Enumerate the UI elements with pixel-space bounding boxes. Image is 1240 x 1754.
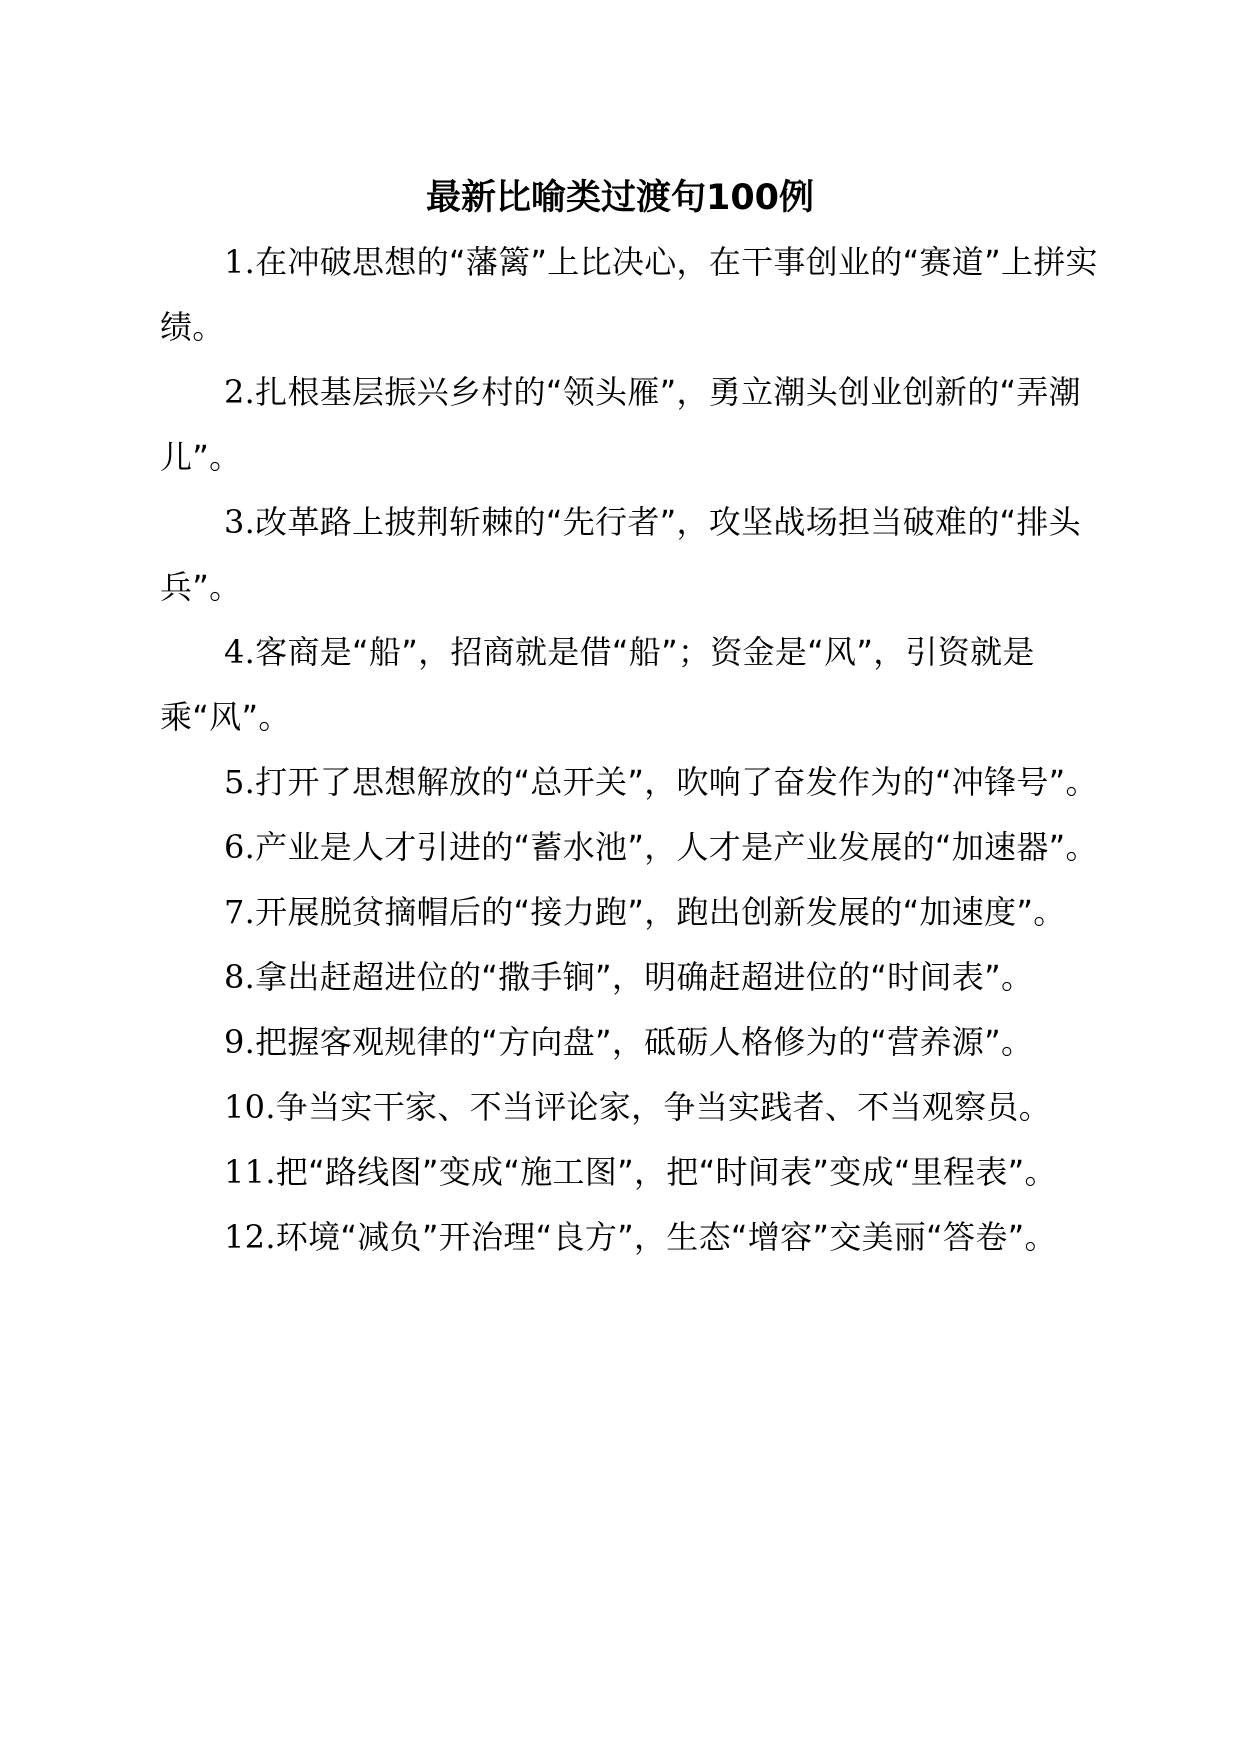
item-number: 10.	[224, 1088, 276, 1126]
item-number: 12.	[224, 1218, 276, 1256]
list-item	[160, 750, 1100, 815]
item-text: 扎根基层振兴乡村的“领头雁”，勇立潮头创业创新的“弄潮儿”。	[160, 373, 1081, 476]
list-item	[160, 1205, 1100, 1270]
item-number: 6.	[224, 828, 256, 866]
document-title: 最新比喻类过渡句100例	[425, 178, 815, 218]
list-item	[160, 945, 1100, 1010]
item-number: 3.	[224, 503, 256, 541]
item-number: 7.	[224, 893, 256, 931]
list-item	[160, 815, 1100, 880]
item-text: 客商是“船”，招商就是借“船”；资金是“风”，引资就是乘“风”。	[160, 633, 1035, 736]
item-text: 环境“减负”开治理“良方”，生态“增容”交美丽“答卷”。	[275, 1218, 1057, 1256]
item-number: 5.	[224, 763, 256, 801]
item-number: 1.	[224, 243, 256, 281]
item-text: 把“路线图”变成“施工图”，把“时间表”变成“里程表”。	[275, 1153, 1057, 1191]
item-number: 2.	[224, 373, 256, 411]
list-item	[160, 230, 1100, 360]
item-text: 争当实干家、不当评论家，争当实践者、不当观察员。	[275, 1088, 1051, 1126]
item-text: 在冲破思想的“藩篱”上比决心，在干事创业的“赛道”上拼实绩。	[160, 243, 1098, 346]
item-number: 9.	[224, 1023, 256, 1061]
item-text: 开展脱贫摘帽后的“接力跑”，跑出创新发展的“加速度”。	[255, 893, 1066, 931]
item-text: 把握客观规律的“方向盘”，砥砺人格修为的“营养源”。	[255, 1023, 1034, 1061]
list-item	[160, 880, 1100, 945]
document-body	[160, 230, 1100, 1270]
item-number: 4.	[224, 633, 256, 671]
item-text: 拿出赶超进位的“撒手锏”，明确赶超进位的“时间表”。	[255, 958, 1034, 996]
list-item	[160, 1075, 1100, 1140]
list-item	[160, 620, 1100, 750]
item-number: 8.	[224, 958, 256, 996]
list-item	[160, 1140, 1100, 1205]
list-item	[160, 490, 1100, 620]
item-text: 产业是人才引进的“蓄水池”，人才是产业发展的“加速器”。	[255, 828, 1098, 866]
list-item	[160, 1010, 1100, 1075]
item-text: 打开了思想解放的“总开关”，吹响了奋发作为的“冲锋号”。	[255, 763, 1098, 801]
item-number: 11.	[224, 1153, 276, 1191]
list-item	[160, 360, 1100, 490]
item-text: 改革路上披荆斩棘的“先行者”，攻坚战场担当破难的“排头兵”。	[160, 503, 1081, 606]
